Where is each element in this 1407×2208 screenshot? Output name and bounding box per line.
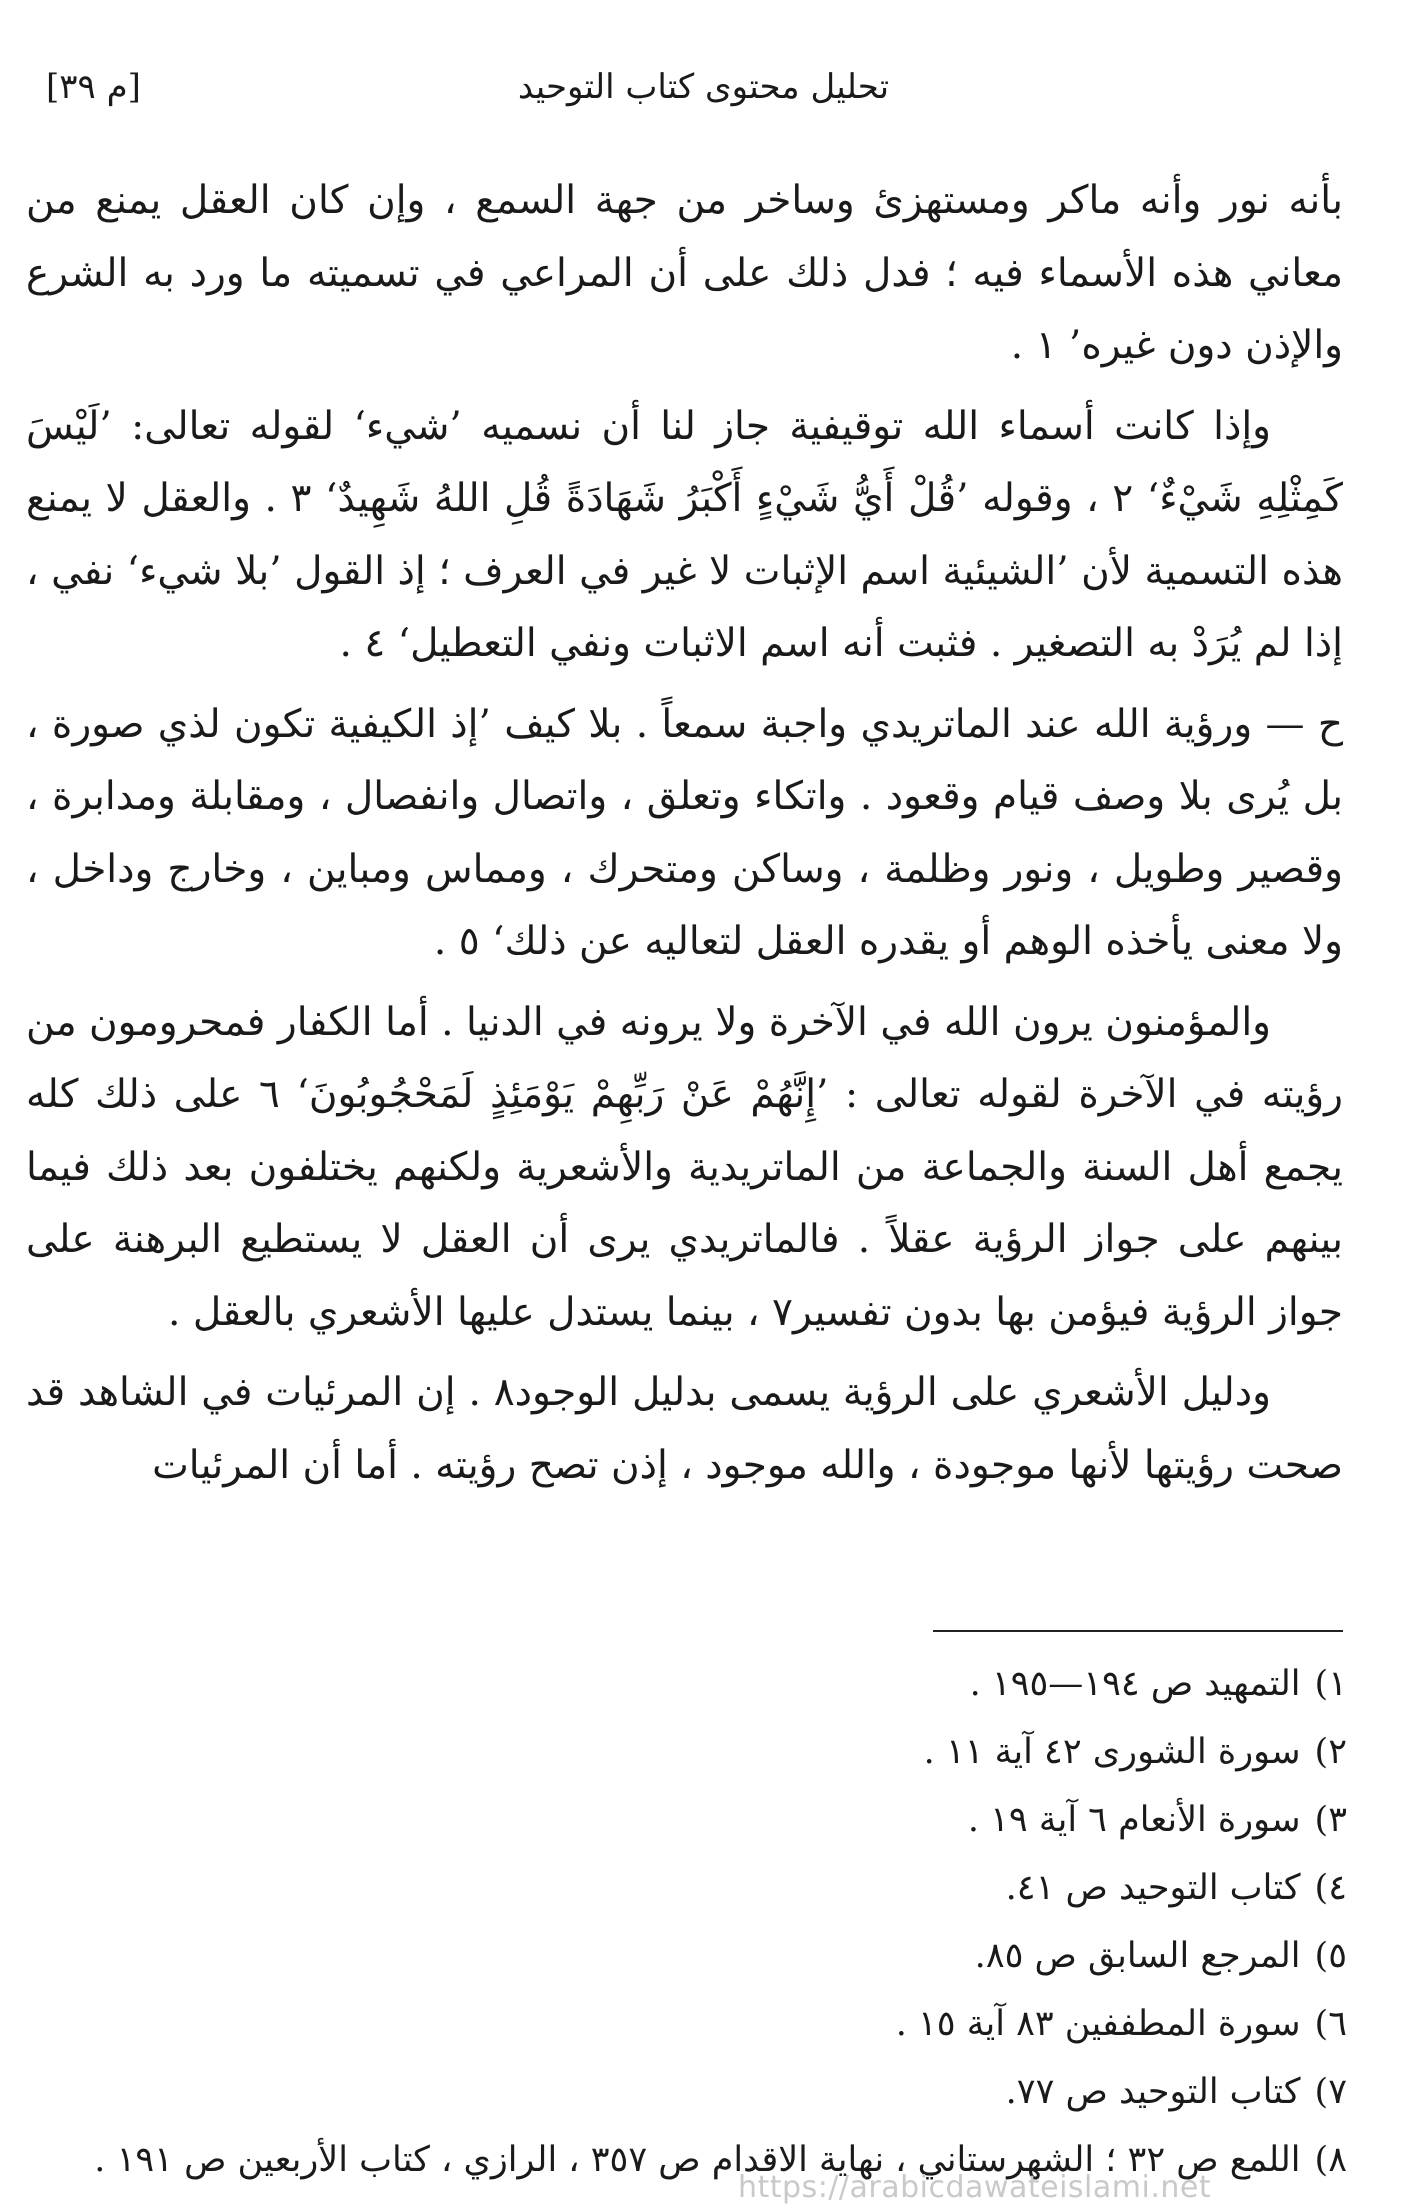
footnote-divider [933,1630,1343,1632]
page-number-marker: [م ٣٩] [46,67,141,107]
footnote-number: ٧) [1314,2072,1347,2112]
footnote-number: ٥) [1314,1936,1347,1976]
watermark-url: https://arabicdawateislami.net [738,2170,1212,2205]
footnote-text: كتاب التوحيد ص ٤١. [1005,1868,1301,1908]
footnote-number: ٨) [1314,2140,1347,2180]
footnote-item [26,1718,1347,1786]
footnote-item [26,1854,1347,1922]
footnote-number: ٦) [1314,2004,1347,2044]
footnote-number: ٢) [1314,1732,1347,1772]
footnote-text: التمهيد ص ١٩٤—١٩٥ . [969,1664,1301,1704]
paragraph-ashari-proof: ودليل الأشعري على الرؤية يسمى بدليل الوجود٨ . إن المرئيات في الشاهد قد صحت رؤيتها لأنها موجودة ، والله موجود ، إذن تصح رؤيته . أما أن المرئيات [26,1370,1343,1488]
footnote-number: ٤) [1314,1868,1347,1908]
footnote-number: ٣) [1314,1800,1347,1840]
footnote-text: سورة الأنعام ٦ آية ١٩ . [967,1800,1301,1840]
footnote-number: ١) [1314,1664,1347,1704]
footnote-text: كتاب التوحيد ص ٧٧. [1005,2072,1301,2112]
footnote-text: سورة المطففين ٨٣ آية ١٥ . [895,2004,1301,2044]
footnote-item [26,1786,1347,1854]
footnote-text: سورة الشورى ٤٢ آية ١١ . [923,1732,1301,1772]
footnote-item [26,1990,1347,2058]
footnotes-list [26,1650,1347,2194]
footnote-text: المرجع السابق ص ٨٥. [974,1936,1301,1976]
main-text [26,165,1343,1502]
footnote-item [26,1922,1347,1990]
paragraph-vision-of-god: ح — ورؤية الله عند الماتريدي واجبة سمعاً . بلا كيف ’إذ الكيفية تكون لذي صورة ، بل يُرى بلا وصف قيام وقعود . واتكاء وتعلق ، واتصال وانفصال ، ومقابلة ومدابرة ، وقصير وطويل ، ونور وظلمة ، وساكن ومتحرك ، ومماس ومباين ، وخارج وداخل ، ولا معنى يأخذه الوهم أو يقدره العقل لتعاليه عن ذلك‘ ٥ . [26,701,1344,964]
footnote-text: اللمع ص ٣٢ ؛ الشهرستاني ، نهاية الاقدام ص ٣٥٧ ، الرازي ، كتاب الأربعين ص ١٩١ . [94,2140,1301,2180]
page-header [40,62,1367,112]
footnote-item [26,2058,1347,2126]
footnote-item [26,1650,1347,1718]
paragraph-continuation: بأنه نور وأنه ماكر ومستهزئ وساخر من جهة السمع ، وإن كان العقل يمنع من معاني هذه الأسماء فيه ؛ فدل ذلك على أن المراعي في تسميته ما ورد به الشرع والإذن دون غيره’ ١ . [26,178,1343,368]
paragraph-believers-vision: والمؤمنون يرون الله في الآخرة ولا يرونه في الدنيا . أما الكفار فمحرومون من رؤيته في الآخرة لقوله تعالى : ’إِنَّهُمْ عَنْ رَبِّهِمْ يَوْمَئِذٍ لَمَحْجُوبُونَ‘ ٦ على ذلك كله يجمع أهل السنة والجماعة من الماتريدية والأشعرية ولكنهم يختلفون بعد ذلك فيما بينهم على جواز الرؤية عقلاً . فالماتريدي يرى أن العقل لا يستطيع البرهنة على جواز الرؤية فيؤمن بها بدون تفسير٧ ، بينما يستدل عليها الأشعري بالعقل . [26,999,1343,1335]
paragraph-divine-names: وإذا كانت أسماء الله توقيفية جاز لنا أن نسميه ’شيء‘ لقوله تعالى: ’لَيْسَ كَمِثْلِهِ شَيْءٌ‘ ٢ ، وقوله ’قُلْ أَيُّ شَيْءٍ أَكْبَرُ شَهَادَةً قُلِ اللهُ شَهِيدٌ‘ ٣ . والعقل لا يمنع هذه التسمية لأن ’الشيئية اسم الإثبات لا غير في العرف ؛ إذ القول ’بلا شيء‘ نفي ، إذا لم يُرَدْ به التصغير . فثبت أنه اسم الاثبات ونفي التعطيل‘ ٤ . [26,403,1343,666]
running-title: تحليل محتوى كتاب التوحيد [517,67,890,107]
